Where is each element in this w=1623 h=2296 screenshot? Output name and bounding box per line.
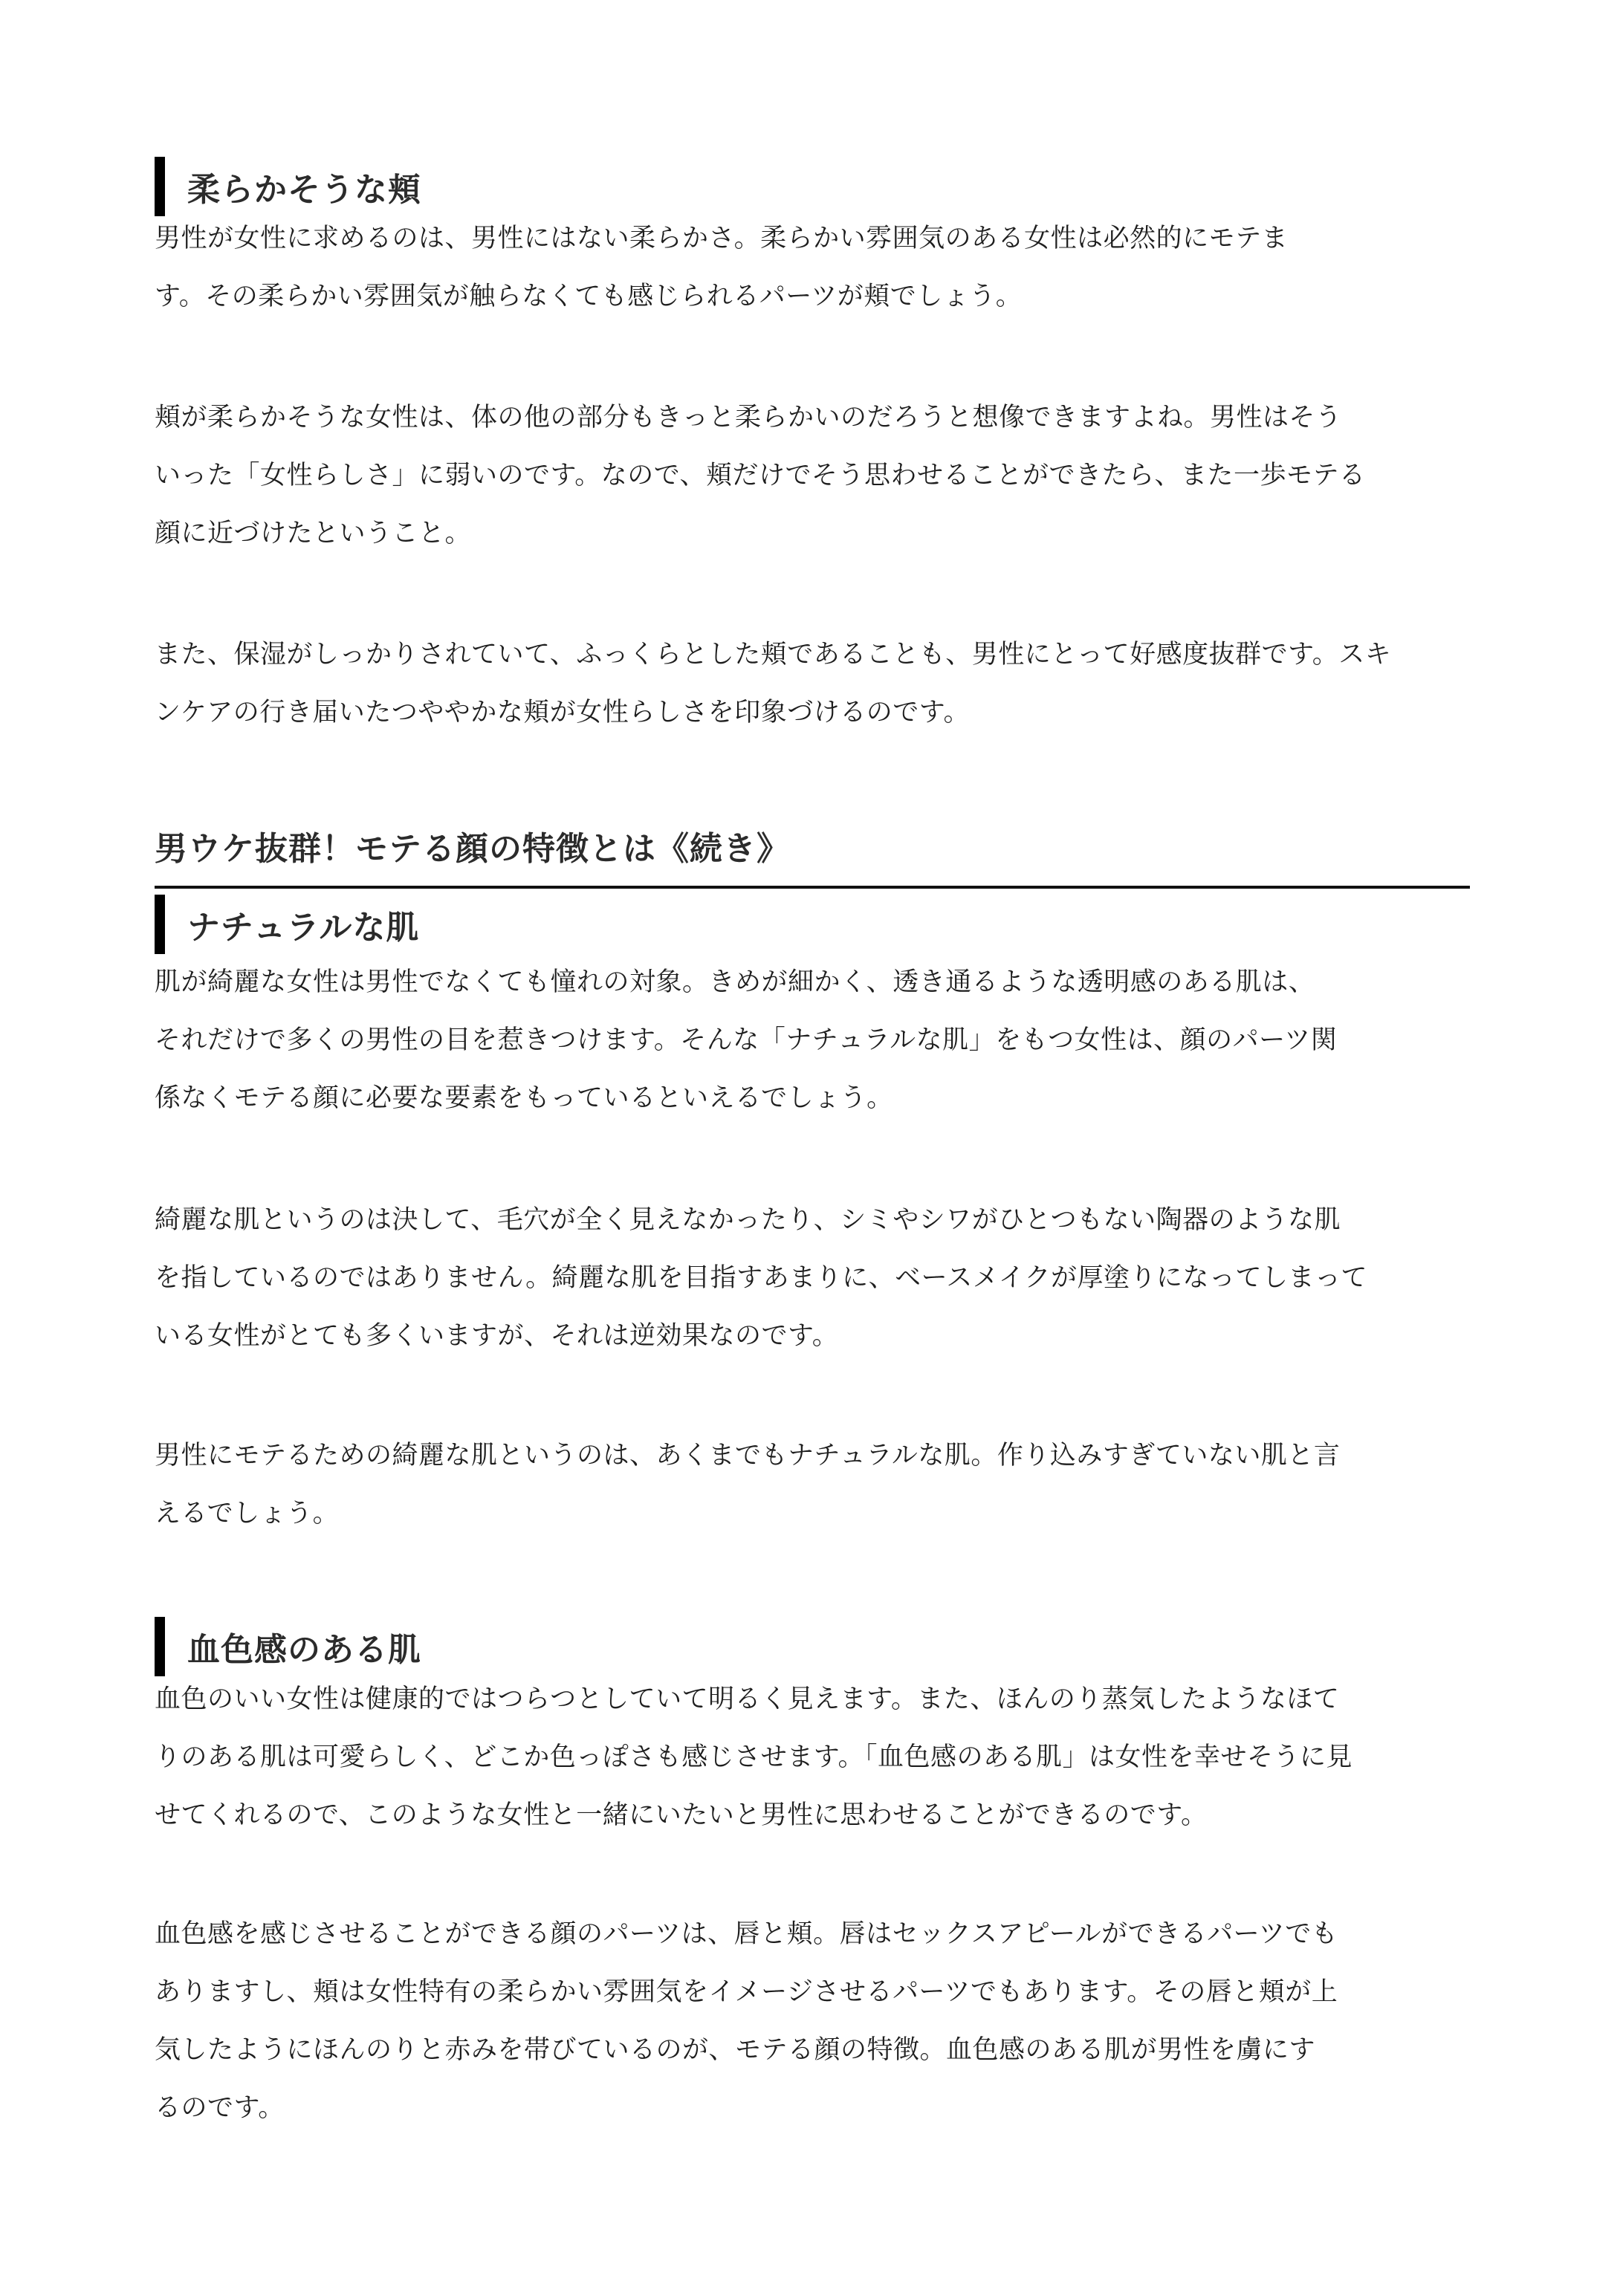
paragraph — [155, 626, 1471, 742]
heading-bar — [155, 157, 165, 216]
text-line: いった「女性らしさ」に弱いのです。なので、頬だけでそう思わせることができたら、また一歩モテる — [155, 461, 1366, 490]
section-heading-text: 血色感のある肌 — [187, 1631, 421, 1669]
paragraph — [155, 210, 1471, 325]
text-line: りのある肌は可愛らしく、どこか色っぽさも感じさせます。「血色感のある肌」は女性を幸せそうに見 — [155, 1742, 1353, 1772]
paragraph — [155, 389, 1471, 562]
text-line: 綺麗な肌というのは決して、毛穴が全く見えなかったり、シミやシワがひとつもない陶器のような肌 — [155, 1205, 1341, 1235]
paragraph — [155, 1191, 1471, 1365]
text-line: ンケアの行き届いたつややかな頬が女性らしさを印象づけるのです。 — [155, 698, 971, 727]
text-line: 血色感を感じさせることができる顔のパーツは、唇と頬。唇はセックスアピールができるパーツでも — [155, 1919, 1338, 1949]
paragraph — [155, 1427, 1471, 1543]
text-line: また、保湿がしっかりされていて、ふっくらとした頬であることも、男性にとって好感度抜群です。スキ — [155, 640, 1392, 669]
text-line: を指しているのではありません。綺麗な肌を目指すあまりに、ベースメイクが厚塗りになってしまって — [155, 1263, 1367, 1293]
text-line: えるでしょう。 — [155, 1499, 340, 1528]
section-heading-text: ナチュラルな肌 — [187, 909, 420, 947]
text-line: 係なくモテる顔に必要な要素をもっているといえるでしょう。 — [155, 1083, 893, 1113]
paragraph — [155, 1670, 1471, 1844]
text-line: ありますし、頬は女性特有の柔らかい雰囲気をイメージさせるパーツでもあります。その唇と頬が上 — [155, 1977, 1338, 2007]
text-line: 気したようにほんのりと赤みを帯びているのが、モテる顔の特徴。血色感のある肌が男性を虜にす — [155, 2035, 1316, 2065]
paragraph — [155, 953, 1471, 1127]
section-heading-natural-skin — [155, 895, 419, 954]
text-line: るのです。 — [155, 2093, 285, 2123]
section-heading-soft-cheeks — [155, 157, 421, 216]
chapter-heading: 男ウケ抜群！モテる顔の特徴とは《続き》 — [155, 830, 790, 868]
section-heading-healthy-skin — [155, 1617, 421, 1676]
text-line: す。その柔らかい雰囲気が触らなくても感じられるパーツが頬でしょう。 — [155, 282, 1023, 311]
heading-divider — [155, 886, 1470, 889]
text-line: いる女性がとても多くいますが、それは逆効果なのです。 — [155, 1321, 839, 1351]
heading-bar — [155, 895, 165, 954]
section-heading-text: 柔らかそうな頬 — [187, 171, 421, 209]
text-line: 血色のいい女性は健康的ではつらつとしていて明るく見えます。また、ほんのり蒸気したようなほて — [155, 1684, 1340, 1714]
text-line: せてくれるので、このような女性と一緒にいたいと男性に思わせることができるのです。 — [155, 1800, 1208, 1830]
text-line: 肌が綺麗な女性は男性でなくても憧れの対象。きめが細かく、透き通るような透明感のある肌は、 — [155, 967, 1315, 997]
text-line: 男性が女性に求めるのは、男性にはない柔らかさ。柔らかい雰囲気のある女性は必然的にモテま — [155, 224, 1289, 253]
heading-bar — [155, 1617, 165, 1676]
text-line: 頬が柔らかそうな女性は、体の他の部分もきっと柔らかいのだろうと想像できますよね。男性はそう — [155, 403, 1342, 432]
text-line: 男性にモテるための綺麗な肌というのは、あくまでもナチュラルな肌。作り込みすぎていない肌と言 — [155, 1441, 1341, 1470]
paragraph — [155, 1905, 1471, 2137]
text-line: 顔に近づけたということ。 — [155, 519, 472, 548]
text-line: それだけで多くの男性の目を惹きつけます。そんな「ナチュラルな肌」をもつ女性は、顔のパーツ関 — [155, 1025, 1338, 1055]
